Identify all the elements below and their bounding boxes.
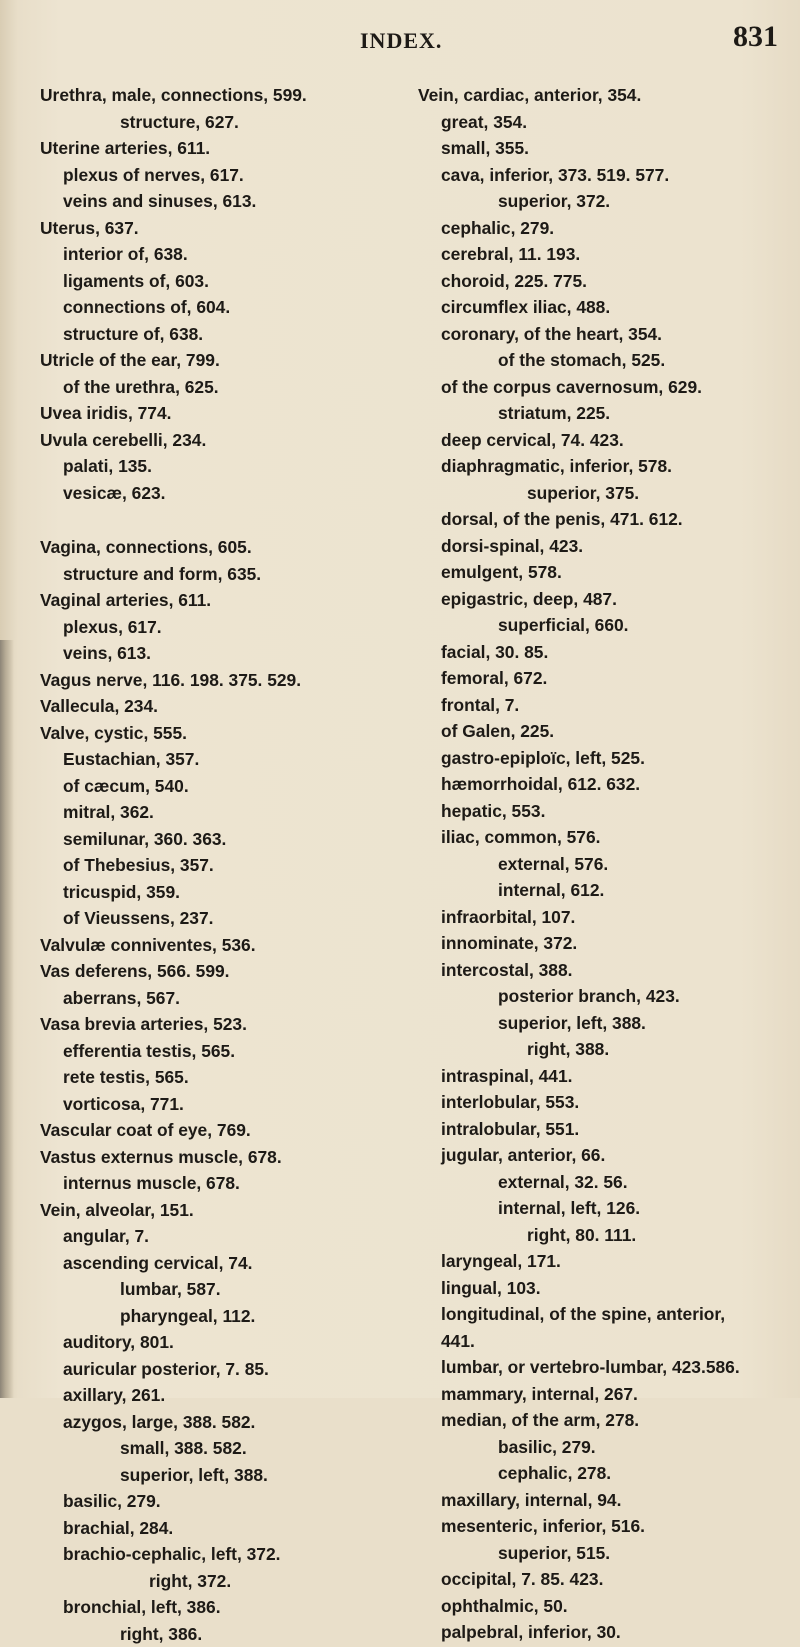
index-subentry: femoral, 672. xyxy=(418,665,793,692)
section-gap xyxy=(40,506,390,534)
index-subentry: of Vieussens, 237. xyxy=(40,905,390,932)
index-subentry: maxillary, internal, 94. xyxy=(418,1487,793,1514)
index-subentry: lumbar, or vertebro-lumbar, 423.586. xyxy=(418,1354,793,1381)
index-heading-entry: Vagina, connections, 605. xyxy=(40,534,390,561)
index-subentry: vesicæ, 623. xyxy=(40,480,390,507)
index-subentry: right, 386. xyxy=(40,1621,390,1647)
index-subentry: right, 80. 111. xyxy=(418,1222,793,1249)
index-subentry: of the urethra, 625. xyxy=(40,374,390,401)
index-subentry: of the stomach, 525. xyxy=(418,347,793,374)
index-subentry: cerebral, 11. 193. xyxy=(418,241,793,268)
index-subentry: pharyngeal, 112. xyxy=(40,1303,390,1330)
index-subentry: internal, left, 126. xyxy=(418,1195,793,1222)
index-subentry: of the corpus cavernosum, 629. xyxy=(418,374,793,401)
index-subentry: superior, 375. xyxy=(418,480,793,507)
index-subentry: brachio-cephalic, left, 372. xyxy=(40,1541,390,1568)
index-heading-entry: Valve, cystic, 555. xyxy=(40,720,390,747)
index-subentry: dorsal, of the penis, 471. 612. xyxy=(418,506,793,533)
index-heading-entry: Valvulæ conniventes, 536. xyxy=(40,932,390,959)
index-subentry: brachial, 284. xyxy=(40,1515,390,1542)
index-subentry: choroid, 225. 775. xyxy=(418,268,793,295)
index-heading-entry: Utricle of the ear, 799. xyxy=(40,347,390,374)
binding-shadow xyxy=(0,640,14,1398)
index-subentry: infraorbital, 107. xyxy=(418,904,793,931)
index-subentry: auricular posterior, 7. 85. xyxy=(40,1356,390,1383)
index-subentry: lumbar, 587. xyxy=(40,1276,390,1303)
index-subentry: deep cervical, 74. 423. xyxy=(418,427,793,454)
index-subentry: intercostal, 388. xyxy=(418,957,793,984)
index-subentry: azygos, large, 388. 582. xyxy=(40,1409,390,1436)
index-subentry: cephalic, 278. xyxy=(418,1460,793,1487)
index-subentry: frontal, 7. xyxy=(418,692,793,719)
index-heading-entry: Vas deferens, 566. 599. xyxy=(40,958,390,985)
index-subentry: external, 32. 56. xyxy=(418,1169,793,1196)
index-subentry: palpebral, inferior, 30. xyxy=(418,1619,793,1646)
index-subentry: small, 388. 582. xyxy=(40,1435,390,1462)
index-subentry: emulgent, 578. xyxy=(418,559,793,586)
index-subentry: hepatic, 553. xyxy=(418,798,793,825)
index-subentry: 441. xyxy=(418,1328,793,1355)
index-subentry: ascending cervical, 74. xyxy=(40,1250,390,1277)
index-subentry: ophthalmic, 50. xyxy=(418,1593,793,1620)
index-subentry: auditory, 801. xyxy=(40,1329,390,1356)
index-subentry: gastro-epiploïc, left, 525. xyxy=(418,745,793,772)
index-subentry: great, 354. xyxy=(418,109,793,136)
index-subentry: mammary, internal, 267. xyxy=(418,1381,793,1408)
index-subentry: veins, 613. xyxy=(40,640,390,667)
index-subentry: hæmorrhoidal, 612. 632. xyxy=(418,771,793,798)
index-subentry: right, 372. xyxy=(40,1568,390,1595)
page-header xyxy=(0,18,800,58)
index-subentry: rete testis, 565. xyxy=(40,1064,390,1091)
index-heading-entry: Uterus, 637. xyxy=(40,215,390,242)
index-heading-entry: Vagus nerve, 116. 198. 375. 529. xyxy=(40,667,390,694)
index-heading-entry: Vasa brevia arteries, 523. xyxy=(40,1011,390,1038)
index-subentry: superior, 372. xyxy=(418,188,793,215)
index-heading-entry: Uterine arteries, 611. xyxy=(40,135,390,162)
index-subentry: innominate, 372. xyxy=(418,930,793,957)
index-subentry: plexus of nerves, 617. xyxy=(40,162,390,189)
index-subentry: mesenteric, inferior, 516. xyxy=(418,1513,793,1540)
index-subentry: small, 355. xyxy=(418,135,793,162)
index-heading-entry: Vaginal arteries, 611. xyxy=(40,587,390,614)
index-subentry: palati, 135. xyxy=(40,453,390,480)
index-subentry: veins and sinuses, 613. xyxy=(40,188,390,215)
index-subentry: plexus, 617. xyxy=(40,614,390,641)
index-subentry: dorsi-spinal, 423. xyxy=(418,533,793,560)
index-subentry: intraspinal, 441. xyxy=(418,1063,793,1090)
index-heading-entry: Vein, alveolar, 151. xyxy=(40,1197,390,1224)
index-subentry: right, 388. xyxy=(418,1036,793,1063)
index-subentry: connections of, 604. xyxy=(40,294,390,321)
index-subentry: structure and form, 635. xyxy=(40,561,390,588)
index-subentry: diaphragmatic, inferior, 578. xyxy=(418,453,793,480)
index-subentry: of cæcum, 540. xyxy=(40,773,390,800)
index-subentry: mitral, 362. xyxy=(40,799,390,826)
index-subentry: cava, inferior, 373. 519. 577. xyxy=(418,162,793,189)
index-subentry: of Galen, 225. xyxy=(418,718,793,745)
index-subentry: structure of, 638. xyxy=(40,321,390,348)
index-subentry: bronchial, left, 386. xyxy=(40,1594,390,1621)
index-subentry: vorticosa, 771. xyxy=(40,1091,390,1118)
index-subentry: median, of the arm, 278. xyxy=(418,1407,793,1434)
index-subentry: aberrans, 567. xyxy=(40,985,390,1012)
index-subentry: efferentia testis, 565. xyxy=(40,1038,390,1065)
index-subentry: interlobular, 553. xyxy=(418,1089,793,1116)
index-subentry: internus muscle, 678. xyxy=(40,1170,390,1197)
running-title: INDEX. xyxy=(360,28,442,54)
index-subentry: interior of, 638. xyxy=(40,241,390,268)
index-subentry: superficial, 660. xyxy=(418,612,793,639)
index-heading-entry: Vascular coat of eye, 769. xyxy=(40,1117,390,1144)
index-subentry: lingual, 103. xyxy=(418,1275,793,1302)
index-subentry: occipital, 7. 85. 423. xyxy=(418,1566,793,1593)
index-subentry: jugular, anterior, 66. xyxy=(418,1142,793,1169)
page-number: 831 xyxy=(733,20,778,54)
index-subentry: Eustachian, 357. xyxy=(40,746,390,773)
index-subentry: basilic, 279. xyxy=(40,1488,390,1515)
index-subentry: facial, 30. 85. xyxy=(418,639,793,666)
index-subentry: of Thebesius, 357. xyxy=(40,852,390,879)
index-subentry: angular, 7. xyxy=(40,1223,390,1250)
index-heading-entry: Vein, cardiac, anterior, 354. xyxy=(418,82,793,109)
index-subentry: intralobular, 551. xyxy=(418,1116,793,1143)
index-subentry: internal, 612. xyxy=(418,877,793,904)
index-subentry: superior, left, 388. xyxy=(418,1010,793,1037)
index-subentry: superior, left, 388. xyxy=(40,1462,390,1489)
index-subentry: posterior branch, 423. xyxy=(418,983,793,1010)
index-subentry: circumflex iliac, 488. xyxy=(418,294,793,321)
index-subentry: epigastric, deep, 487. xyxy=(418,586,793,613)
index-subentry: superior, 515. xyxy=(418,1540,793,1567)
index-subentry: tricuspid, 359. xyxy=(40,879,390,906)
index-subentry: structure, 627. xyxy=(40,109,390,136)
index-subentry: coronary, of the heart, 354. xyxy=(418,321,793,348)
index-heading-entry: Uvula cerebelli, 234. xyxy=(40,427,390,454)
index-subentry: iliac, common, 576. xyxy=(418,824,793,851)
index-subentry: ligaments of, 603. xyxy=(40,268,390,295)
index-heading-entry: Uvea iridis, 774. xyxy=(40,400,390,427)
index-subentry: axillary, 261. xyxy=(40,1382,390,1409)
index-heading-entry: Vastus externus muscle, 678. xyxy=(40,1144,390,1171)
index-column-left xyxy=(40,82,390,1647)
index-subentry: semilunar, 360. 363. xyxy=(40,826,390,853)
index-subentry: cephalic, 279. xyxy=(418,215,793,242)
index-subentry: longitudinal, of the spine, anterior, xyxy=(418,1301,793,1328)
index-subentry: laryngeal, 171. xyxy=(418,1248,793,1275)
index-subentry: external, 576. xyxy=(418,851,793,878)
index-heading-entry: Urethra, male, connections, 599. xyxy=(40,82,390,109)
index-column-right xyxy=(418,82,793,1646)
index-heading-entry: Vallecula, 234. xyxy=(40,693,390,720)
index-subentry: basilic, 279. xyxy=(418,1434,793,1461)
index-subentry: striatum, 225. xyxy=(418,400,793,427)
